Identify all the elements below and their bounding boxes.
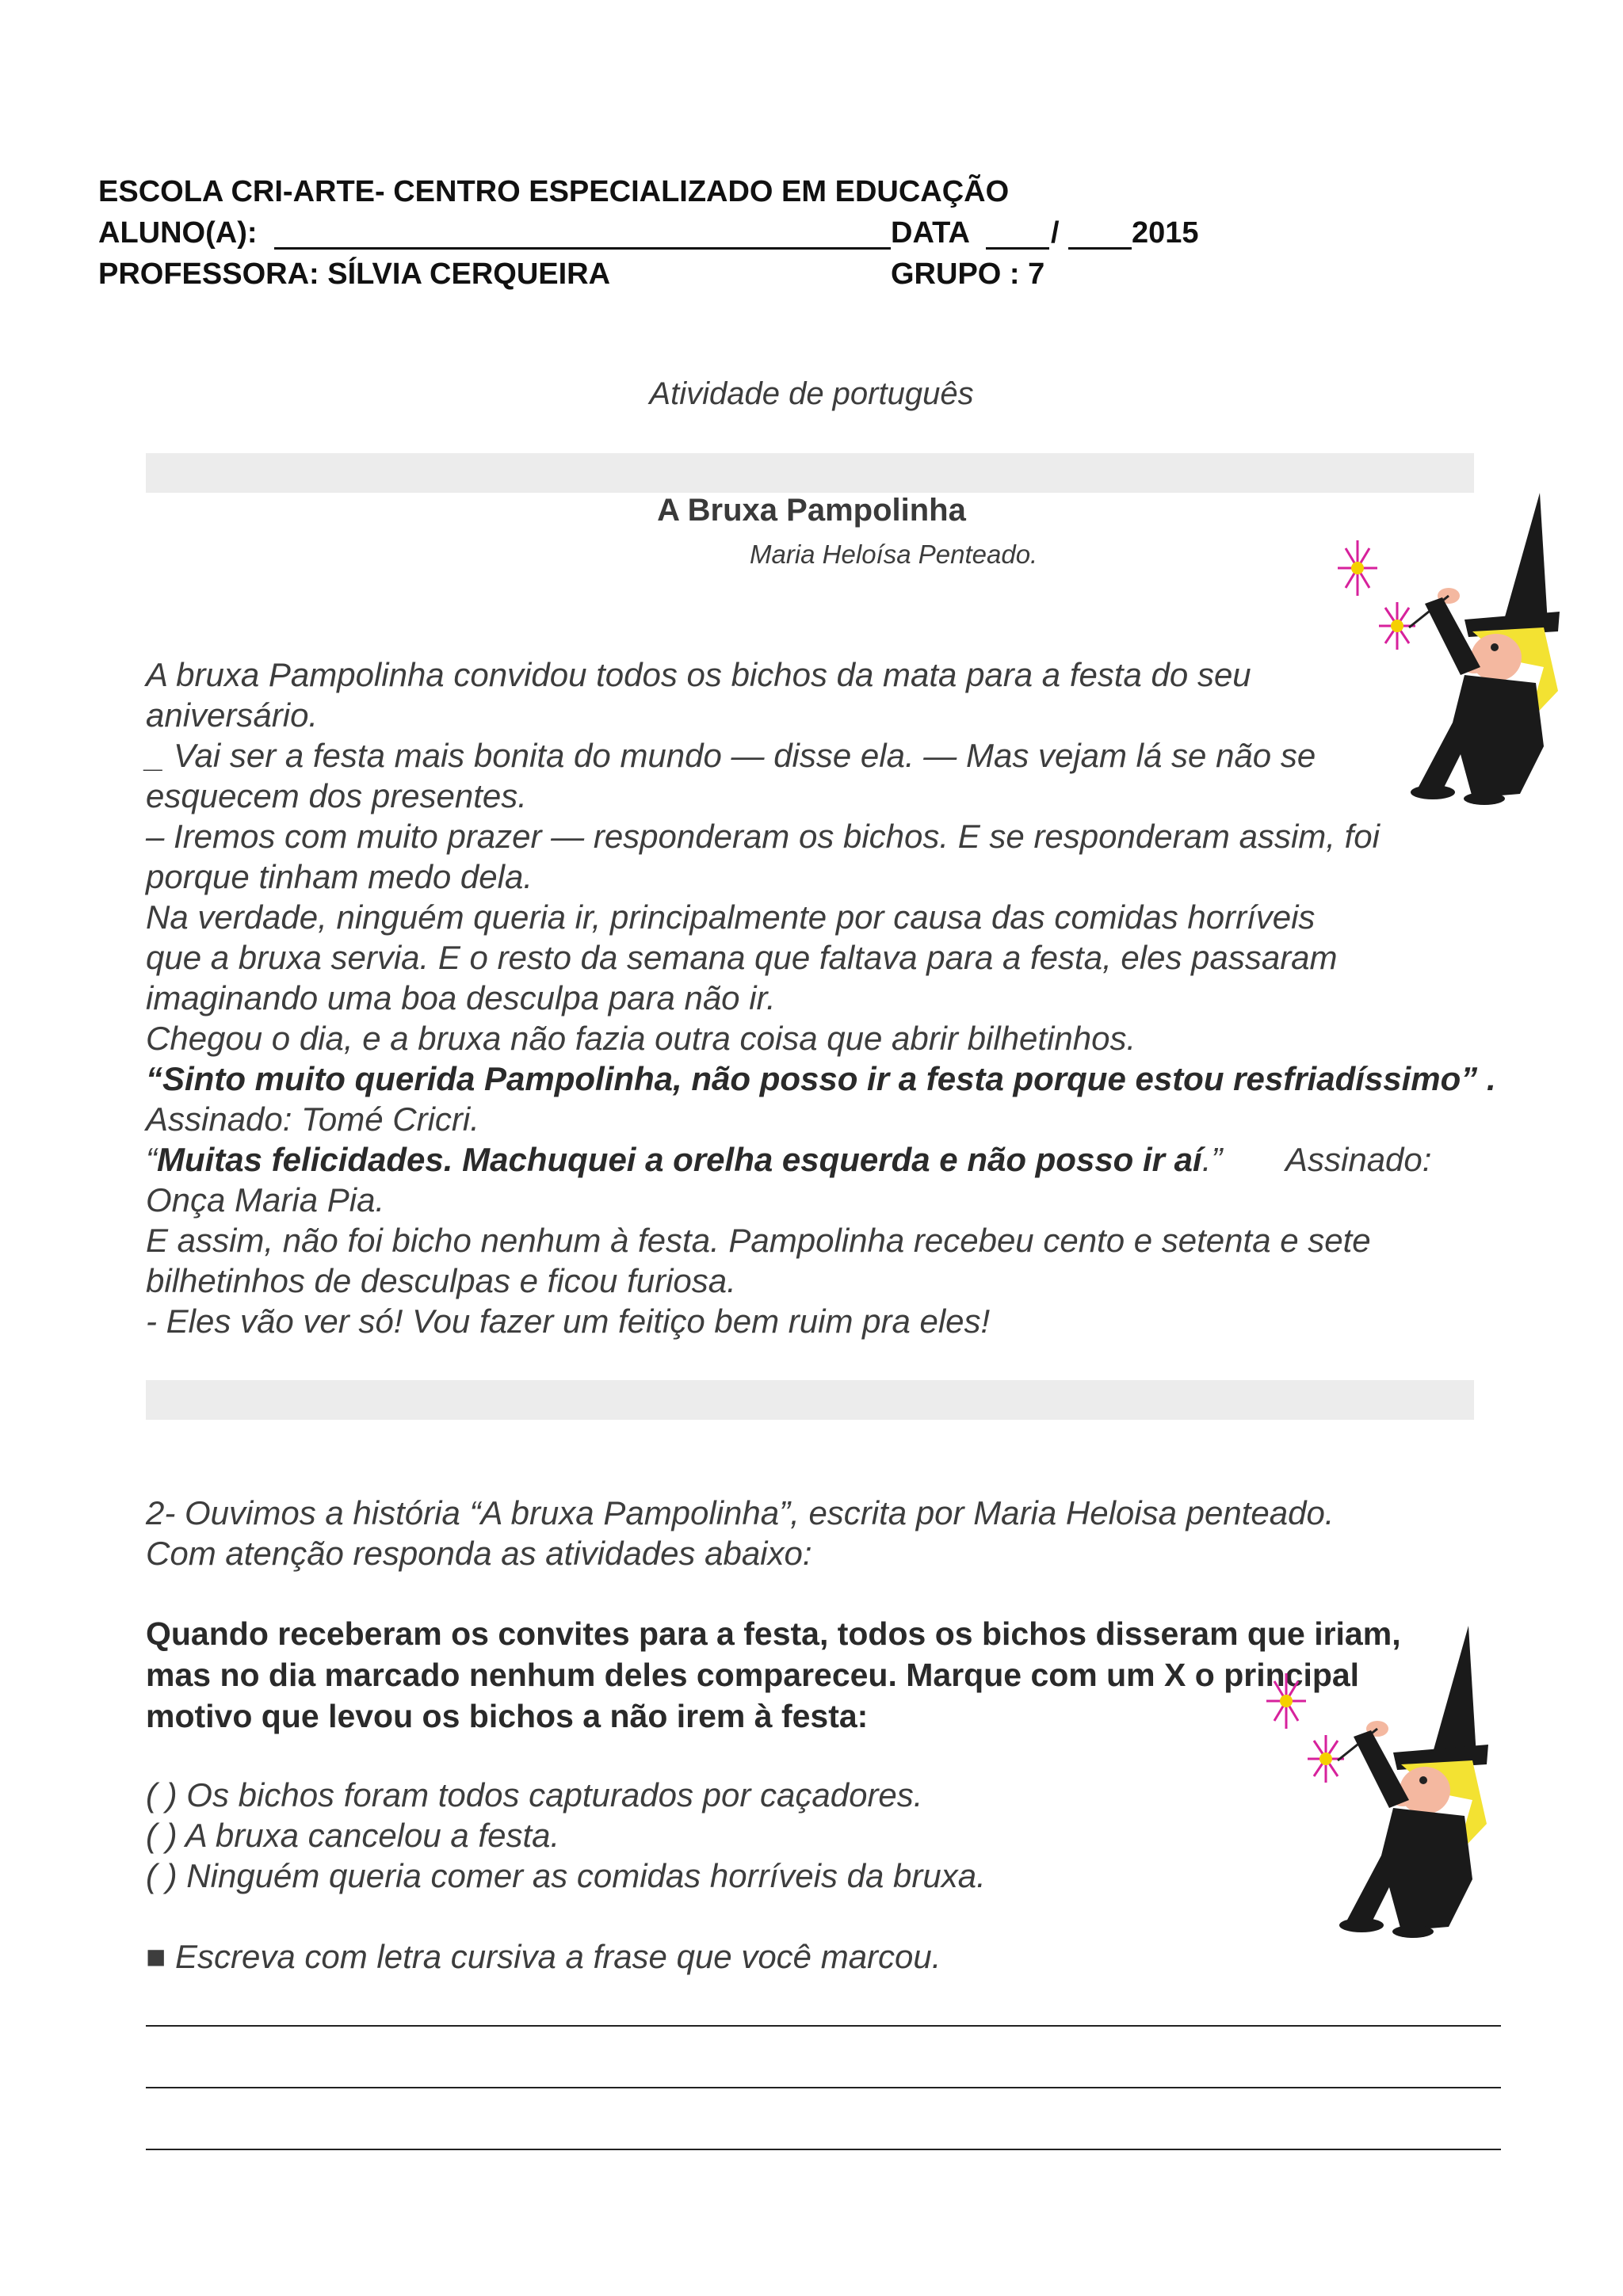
story-line: – Iremos com muito prazer — responderam os bichos. E se responderam assim, foi	[146, 818, 1380, 855]
professora: PROFESSORA: SÍLVIA CERQUEIRA	[98, 257, 611, 291]
data-label: DATA	[891, 216, 970, 250]
date-separator: /	[1051, 216, 1060, 250]
story-title: A Bruxa Pampolinha	[657, 493, 966, 528]
story-line: Chegou o dia, e a bruxa não fazia outra coisa que abrir bilhetinhos.	[146, 1020, 1136, 1057]
story-author: Maria Heloísa Penteado.	[750, 540, 1038, 569]
story-line: imaginando uma boa desculpa para não ir.	[146, 979, 776, 1016]
note-onca-text: Muitas felicidades. Machuquei a orelha esquerda e não posso ir aí	[157, 1141, 1202, 1178]
question-intro: 2- Ouvimos a história “A bruxa Pampolinha”, escrita por Maria Heloisa penteado.	[146, 1494, 1335, 1531]
answer-line-2[interactable]	[146, 2087, 1501, 2088]
story-line: aniversário.	[146, 696, 319, 734]
school-name: ESCOLA CRI-ARTE- CENTRO ESPECIALIZADO EM EDUCAÇÃO	[98, 175, 1010, 208]
day-line[interactable]	[986, 247, 1049, 250]
writing-instruction: ■ Escreva com letra cursiva a frase que você marcou.	[146, 1938, 941, 1975]
aluno-label: ALUNO(A):	[98, 216, 258, 250]
story-end-line: E assim, não foi bicho nenhum à festa. Pampolinha recebeu cento e setenta e sete	[146, 1222, 1371, 1259]
answer-line-3[interactable]	[146, 2149, 1501, 2150]
story-end-line: bilhetinhos de desculpas e ficou furiosa.	[146, 1262, 736, 1299]
option-1[interactable]: ( ) Os bichos foram todos capturados por caçadores.	[146, 1776, 923, 1814]
top-band	[146, 453, 1474, 493]
grupo: GRUPO : 7	[891, 257, 1045, 291]
story-line: que a bruxa servia. E o resto da semana que faltava para a festa, eles passaram	[146, 939, 1338, 976]
open-quote: “	[146, 1141, 157, 1178]
option-3[interactable]: ( ) Ninguém queria comer as comidas horríveis da bruxa.	[146, 1857, 986, 1894]
story-line: _ Vai ser a festa mais bonita do mundo — disse ela. — Mas vejam lá se não se	[146, 737, 1316, 774]
aluno-line[interactable]	[274, 247, 891, 250]
question-intro: Com atenção responda as atividades abaixo:	[146, 1535, 812, 1572]
story-line: esquecem dos presentes.	[146, 777, 527, 814]
story-line: Na verdade, ninguém queria ir, principalmente por causa das comidas horríveis	[146, 898, 1316, 936]
question-text: motivo que levou os bichos a não irem à festa:	[146, 1698, 869, 1734]
note-onca-signature-label: Assinado:	[1285, 1141, 1432, 1178]
story-end-line: - Eles vão ver só! Vou fazer um feitiço bem ruim pra eles!	[146, 1302, 991, 1340]
bottom-band	[146, 1380, 1474, 1420]
note-onca	[146, 1139, 1222, 1180]
answer-line-1[interactable]	[146, 2025, 1501, 2027]
question-text: Quando receberam os convites para a festa, todos os bichos disseram que iriam,	[146, 1615, 1401, 1652]
witch-illustration	[1235, 1618, 1496, 1938]
story-line: porque tinham medo dela.	[146, 858, 533, 895]
note-tome-signature: Assinado: Tomé Cricri.	[146, 1100, 479, 1138]
witch-illustration	[1306, 485, 1568, 805]
note-onca-signature: Onça Maria Pia.	[146, 1181, 385, 1219]
question-text: mas no dia marcado nenhum deles compareceu. Marque com um X o principal	[146, 1657, 1360, 1693]
close-quote: .”	[1201, 1141, 1223, 1178]
month-line[interactable]	[1068, 247, 1132, 250]
year: 2015	[1132, 216, 1199, 250]
option-2[interactable]: ( ) A bruxa cancelou a festa.	[146, 1817, 560, 1854]
activity-title: Atividade de português	[649, 376, 974, 411]
story-line: A bruxa Pampolinha convidou todos os bichos da mata para a festa do seu	[146, 656, 1251, 693]
note-tome: “Sinto muito querida Pampolinha, não posso ir a festa porque estou resfriadíssimo” .	[146, 1060, 1496, 1097]
